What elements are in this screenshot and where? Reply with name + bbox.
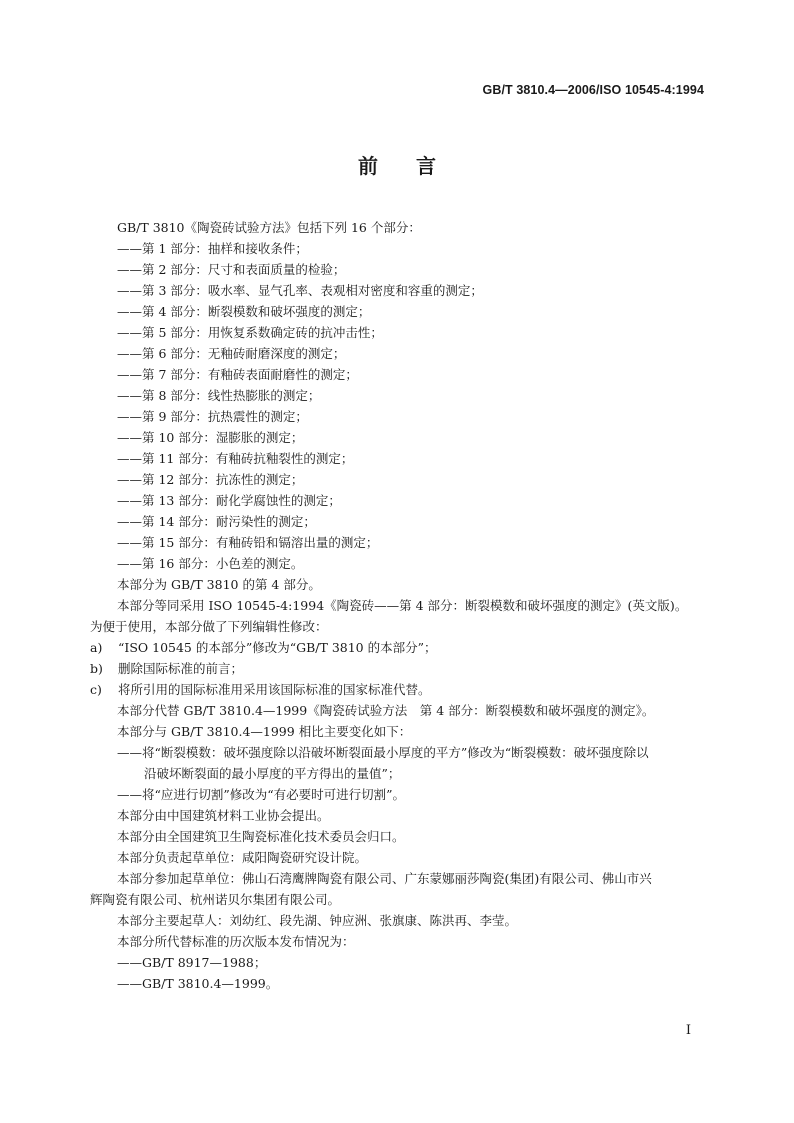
line-text: ——第 2 部分：尺寸和表面质量的检验； — [117, 262, 346, 277]
line-text: 本部分由全国建筑卫生陶瓷标准化技术委员会归口。 — [117, 829, 405, 844]
line-text: 本部分参加起草单位：佛山石湾鹰牌陶瓷有限公司、广东蒙娜丽莎陶瓷(集团)有限公司、佛山市兴 — [117, 871, 652, 886]
line-text: ——第 11 部分：有釉砖抗釉裂性的测定； — [117, 451, 354, 466]
line-text: 本部分由中国建筑材料工业协会提出。 — [117, 808, 330, 823]
foreword-line — [117, 700, 717, 721]
foreword-line — [117, 469, 717, 490]
line-text: 辉陶瓷有限公司、杭州诺贝尔集团有限公司。 — [90, 892, 341, 907]
foreword-line — [90, 679, 717, 700]
line-text: ——第 4 部分：断裂模数和破坏强度的测定； — [117, 304, 371, 319]
line-text: ——将“应进行切割”修改为“有必要时可进行切割”。 — [117, 787, 406, 802]
foreword-line — [117, 805, 717, 826]
line-text: 本部分主要起草人：刘幼红、段先湖、钟应洲、张旗康、陈洪再、李莹。 — [117, 913, 518, 928]
foreword-line — [90, 637, 717, 658]
foreword-line — [117, 427, 717, 448]
foreword-line — [117, 721, 717, 742]
foreword-line — [117, 343, 717, 364]
line-text: GB/T 3810《陶瓷砖试验方法》包括下列 16 个部分： — [117, 220, 421, 235]
line-text: 本部分所代替标准的历次版本发布情况为： — [117, 934, 355, 949]
foreword-line — [117, 301, 717, 322]
foreword-line — [117, 364, 717, 385]
foreword-line — [117, 280, 717, 301]
line-text: ——第 9 部分：抗热震性的测定； — [117, 409, 308, 424]
foreword-line — [117, 511, 717, 532]
foreword-line — [117, 742, 717, 763]
foreword-line — [117, 532, 717, 553]
standard-code-header: GB/T 3810.4—2006/ISO 10545-4:1994 — [482, 83, 704, 97]
line-text: ——GB/T 3810.4—1999。 — [117, 976, 279, 991]
foreword-line — [117, 448, 717, 469]
line-text: ——第 16 部分：小色差的测定。 — [117, 556, 304, 571]
foreword-line — [90, 616, 717, 637]
line-text: ——第 12 部分：抗冻性的测定； — [117, 472, 304, 487]
foreword-line — [117, 238, 717, 259]
line-text: ——第 7 部分：有釉砖表面耐磨性的测定； — [117, 367, 358, 382]
foreword-line — [90, 889, 717, 910]
foreword-line — [117, 406, 717, 427]
line-text: 为便于使用，本部分做了下列编辑性修改： — [90, 619, 328, 634]
line-text: ——第 3 部分：吸水率、显气孔率、表观相对密度和容重的测定； — [117, 283, 483, 298]
line-text: 本部分代替 GB/T 3810.4—1999《陶瓷砖试验方法 第 4 部分：断裂模数和破坏强度的测定》。 — [117, 703, 655, 718]
line-text: 本部分负责起草单位：咸阳陶瓷研究设计院。 — [117, 850, 368, 865]
line-text: 本部分等同采用 ISO 10545-4:1994《陶瓷砖——第 4 部分：断裂模数和破坏强度的测定》(英文版)。 — [117, 598, 688, 613]
foreword-line — [117, 553, 717, 574]
foreword-line — [117, 385, 717, 406]
line-text: ——第 5 部分：用恢复系数确定砖的抗冲击性； — [117, 325, 383, 340]
list-marker: b) — [90, 661, 103, 676]
foreword-line — [117, 784, 717, 805]
foreword-line — [117, 910, 717, 931]
list-marker: a) — [90, 640, 103, 655]
foreword-line — [117, 973, 717, 994]
line-text: 沿破坏断裂面的最小厚度的平方得出的量值”； — [144, 766, 401, 781]
line-text: ——GB/T 8917—1988； — [117, 955, 267, 970]
foreword-line — [117, 322, 717, 343]
line-text: ——第 15 部分：有釉砖铅和镉溶出量的测定； — [117, 535, 379, 550]
line-text: 本部分与 GB/T 3810.4—1999 相比主要变化如下： — [117, 724, 412, 739]
foreword-line — [117, 259, 717, 280]
line-text: ——第 8 部分：线性热膨胀的测定； — [117, 388, 321, 403]
foreword-line — [117, 826, 717, 847]
foreword-line — [117, 595, 717, 616]
foreword-line — [117, 952, 717, 973]
line-text: ——第 6 部分：无釉砖耐磨深度的测定； — [117, 346, 346, 361]
foreword-line — [117, 217, 717, 238]
line-text: ——第 13 部分：耐化学腐蚀性的测定； — [117, 493, 341, 508]
line-text: ——第 14 部分：耐污染性的测定； — [117, 514, 316, 529]
line-text: 本部分为 GB/T 3810 的第 4 部分。 — [117, 577, 321, 592]
foreword-line — [117, 763, 717, 784]
foreword-line — [117, 847, 717, 868]
line-text: ——第 1 部分：抽样和接收条件； — [117, 241, 308, 256]
page-number: I — [685, 1023, 691, 1038]
foreword-line — [117, 490, 717, 511]
page-title: 前言 — [358, 154, 474, 178]
line-text: ——将“断裂模数：破坏强度除以沿破坏断裂面最小厚度的平方”修改为“断裂模数：破坏强度除以 — [117, 745, 649, 760]
foreword-body — [90, 217, 717, 994]
line-text: 将所引用的国际标准用采用该国际标准的国家标准代替。 — [118, 682, 431, 697]
line-text: 删除国际标准的前言； — [118, 661, 244, 676]
foreword-line — [90, 658, 717, 679]
line-text: “ISO 10545 的本部分”修改为“GB/T 3810 的本部分”； — [118, 640, 437, 655]
line-text: ——第 10 部分：湿膨胀的测定； — [117, 430, 304, 445]
foreword-line — [117, 574, 717, 595]
list-marker: c) — [90, 682, 102, 697]
foreword-line — [117, 931, 717, 952]
foreword-line — [117, 868, 717, 889]
